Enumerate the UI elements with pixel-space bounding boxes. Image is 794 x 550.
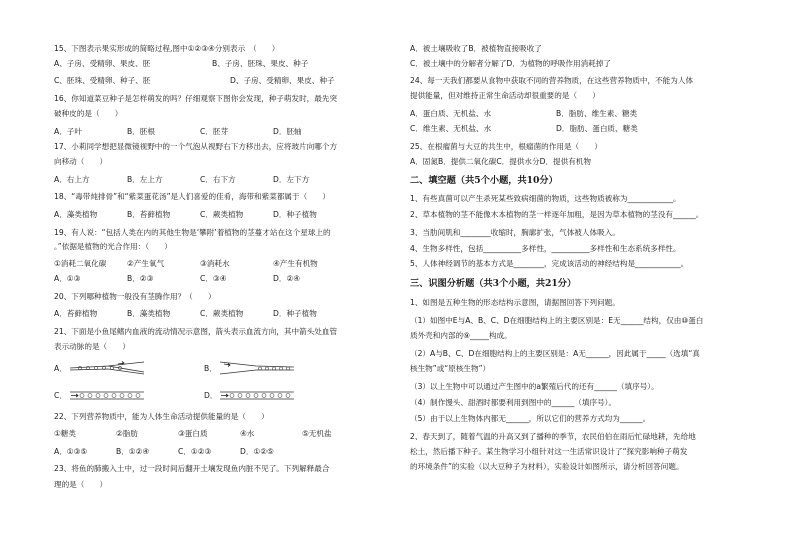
option-item: C．①②③ bbox=[178, 447, 212, 456]
option-item: B．脂肪、维生素、糖类 bbox=[556, 109, 638, 118]
question-line: A．固氮B．提供二氧化碳C．提供水分D．提供有机物 bbox=[410, 157, 592, 166]
option-item: C．③④ bbox=[200, 274, 227, 283]
option-item: D．胚轴 bbox=[273, 127, 302, 136]
question-line: 4、生物多样性，包括__________多样性，__________多样性和生态系统多样性。 bbox=[410, 244, 681, 253]
question-line: 。”依据是植物的光合作用：（ ） bbox=[54, 242, 172, 251]
question-line: 理的是（ ） bbox=[54, 480, 108, 489]
question-line: 24、每一天我们都要从食物中获取不同的营养物质，在这些营养物质中，不能为人体 bbox=[410, 76, 694, 85]
question-line: （1）如图中E与A、B、C、D在细胞结构上的主要区别是：E无______结构，仅由⑩蛋白 bbox=[410, 316, 704, 325]
option-item: D、子房、受精卵、果皮、种子 bbox=[230, 76, 335, 85]
question-line: 核生物”或“原核生物”） bbox=[410, 364, 491, 373]
question-line: 21、下面是小鱼尾鳍内血液的流动情况示意图，箭头表示血流方向，其中箭头处血管 bbox=[54, 327, 338, 336]
option-item: ②产生氧气 bbox=[127, 259, 165, 268]
option-item: A．子叶 bbox=[54, 127, 82, 136]
option-row bbox=[54, 127, 346, 137]
option-item: C．蕨类植物 bbox=[200, 309, 244, 318]
option-item: C．右下方 bbox=[200, 175, 236, 184]
option-item: ①消耗二氧化碳 bbox=[54, 259, 107, 268]
option-item: A．苔藓植物 bbox=[54, 309, 98, 318]
option-item: D．①②⑤ bbox=[240, 447, 274, 456]
question-line: 2、春天到了，随着气温的升高又到了播种的季节，农民伯伯在雨后忙碌地耕，先给地 bbox=[410, 432, 696, 441]
option-row bbox=[410, 109, 702, 119]
option-row bbox=[54, 210, 346, 220]
question-line: 的环境条件”的实验（以大豆种子为材料），实验设计如图所示，请分析回答问题。 bbox=[410, 462, 684, 471]
option-item: C．胚芽 bbox=[200, 127, 229, 136]
option-item: ②脂肪 bbox=[116, 429, 138, 438]
option-item: A．藻类植物 bbox=[54, 210, 98, 219]
question-line: （4）制作馒头、甜酒时都要利用到图中的______（填序号）。 bbox=[410, 398, 617, 407]
option-item: ③消耗水 bbox=[200, 259, 230, 268]
section-heading: 二、填空题（共5个小题，共10分） bbox=[410, 175, 558, 186]
question-line: 23、将鱼的肺搬入土中，过一段时间后翻开土壤发现鱼内脏不见了。下列解释最合 bbox=[54, 464, 330, 473]
option-item: C．维生素、无机盐、水 bbox=[410, 124, 492, 133]
option-item: ⑤无机盐 bbox=[302, 429, 332, 438]
question-line: （5）由于以上生物体内都无______，所以它们的营养方式均为______。 bbox=[410, 414, 651, 423]
option-item: B、子房、胚珠、果皮、种子 bbox=[212, 59, 309, 68]
option-item: B．左上方 bbox=[127, 175, 163, 184]
option-item: ④水 bbox=[240, 429, 255, 438]
option-row bbox=[54, 429, 364, 439]
option-item: ③蛋白质 bbox=[178, 429, 208, 438]
question-line: 19、有人说：“包括人类在内的其他生物是‘攀附’着植物的茎蔓才站在这个星球上的 bbox=[54, 228, 331, 237]
question-line: 向移动（ ） bbox=[54, 157, 108, 166]
question-line: 1、如图是五种生物的形态结构示意图，请据图回答下列问题。 bbox=[410, 298, 620, 307]
option-item: D．种子植物 bbox=[273, 210, 317, 219]
option-item: D．种子植物 bbox=[273, 309, 317, 318]
option-row bbox=[54, 259, 346, 269]
question-line: C．被土壤中的分解者分解了D．为植物的呼吸作用消耗掉了 bbox=[410, 59, 611, 68]
question-line: 22、下列营养物质中，能为人体生命活动提供能量的是（ ） bbox=[54, 412, 269, 421]
option-item: B．胚根 bbox=[127, 127, 155, 136]
option-row bbox=[54, 309, 346, 319]
question-line: 15、下图表示果实形成的简略过程,图中①②③④分别表示 （ ） bbox=[54, 44, 280, 53]
option-item: ①糖类 bbox=[54, 429, 76, 438]
question-line: 提供能量，但对维持正常生命活动却很重要的是（ ） bbox=[410, 91, 600, 100]
option-item: A．右上方 bbox=[54, 175, 90, 184]
question-line: （3）以上生物中可以通过产生图中的a繁殖后代的还有______（填序号）。 bbox=[410, 382, 659, 391]
option-item: D．左下方 bbox=[273, 175, 310, 184]
question-line: 20、下列哪种植物一般没有茎腾作用？（ ） bbox=[54, 292, 216, 301]
figure-label: B． bbox=[204, 364, 217, 373]
question-line: 18、“毒带炖排骨”和“紫菜蛋花汤”是人们喜爱的佳肴，海带和紫菜都属于（ ） bbox=[54, 192, 330, 201]
option-item: A．①③ bbox=[54, 274, 81, 283]
option-item: D．②④ bbox=[273, 274, 301, 283]
option-item: B．苔藓植物 bbox=[127, 210, 171, 219]
section-heading: 三、识图分析题（共3个小题，共21分） bbox=[410, 278, 577, 289]
option-row bbox=[410, 124, 702, 134]
figure-label: A． bbox=[54, 364, 67, 373]
blood-vessel-diagram bbox=[68, 388, 146, 402]
option-row bbox=[54, 274, 346, 284]
option-item: ④产生有机物 bbox=[273, 259, 318, 268]
question-line: （2）A与B、C、D在细胞结构上的主要区别是：A无______，因此属于_____（选填“真 bbox=[410, 349, 700, 358]
blood-vessel-diagram bbox=[68, 361, 146, 375]
question-line: 质外壳和内部的⑨_____构成。 bbox=[410, 331, 512, 340]
option-item: A．①③⑤ bbox=[54, 447, 88, 456]
option-item: A、子房、受精卵、果皮、胚 bbox=[54, 59, 151, 68]
question-line: 破种皮的是（ ） bbox=[54, 109, 123, 118]
question-line: 3、当肋间肌和________收缩时，胸廓扩张，气体被人体吸入。 bbox=[410, 228, 620, 237]
question-line: 25、在根瘤菌与大豆的共生中，根瘤菌的作用是（ ） bbox=[410, 142, 602, 151]
option-item: D．脂肪、蛋白质、糖类 bbox=[556, 124, 638, 133]
question-line: A．被土壤吸收了B．被植物直接吸收了 bbox=[410, 44, 542, 53]
question-line: 1、有些真菌可以产生杀死某些致病细菌的物质，这些物质被称为____________。 bbox=[410, 194, 681, 203]
figure-label: C． bbox=[54, 391, 67, 400]
question-line: 松土，然后播下种子。某生物学习小组针对这一生活常识设计了“探究影响种子萌发 bbox=[410, 447, 688, 456]
option-row bbox=[54, 76, 406, 86]
option-row bbox=[54, 59, 370, 69]
question-line: 5、人体神经调节的基本方式是________，完成该活动的神经结构是____________。 bbox=[410, 259, 689, 268]
option-item: B．②③ bbox=[127, 274, 154, 283]
blood-vessel-diagram bbox=[218, 388, 296, 402]
question-line: 17、小莉同学想把显微镜视野中的一个气泡从视野右下方移出去，应将玻片向哪个方 bbox=[54, 142, 338, 151]
option-item: B．藻类植物 bbox=[127, 309, 171, 318]
figure-label: D． bbox=[204, 391, 218, 400]
question-line: 2、草本植物的茎不能像木本植物的茎一样逐年加粗，是因为草本植物的茎没有______。 bbox=[410, 210, 704, 219]
option-item: C、胚珠、受精卵、种子、胚 bbox=[54, 76, 151, 85]
option-row bbox=[54, 447, 302, 457]
option-item: B．①②④ bbox=[116, 447, 150, 456]
question-line: 16、你知道菜豆种子是怎样萌发的吗？仔细观察下图你会发现，种子萌发时，最先突 bbox=[54, 94, 338, 103]
blood-vessel-diagram bbox=[218, 361, 296, 375]
option-item: C．蕨类植物 bbox=[200, 210, 244, 219]
option-row bbox=[54, 175, 346, 185]
option-item: A．蛋白质、无机盐、水 bbox=[410, 109, 492, 118]
question-line: 表示动脉的是（ ） bbox=[54, 342, 130, 351]
